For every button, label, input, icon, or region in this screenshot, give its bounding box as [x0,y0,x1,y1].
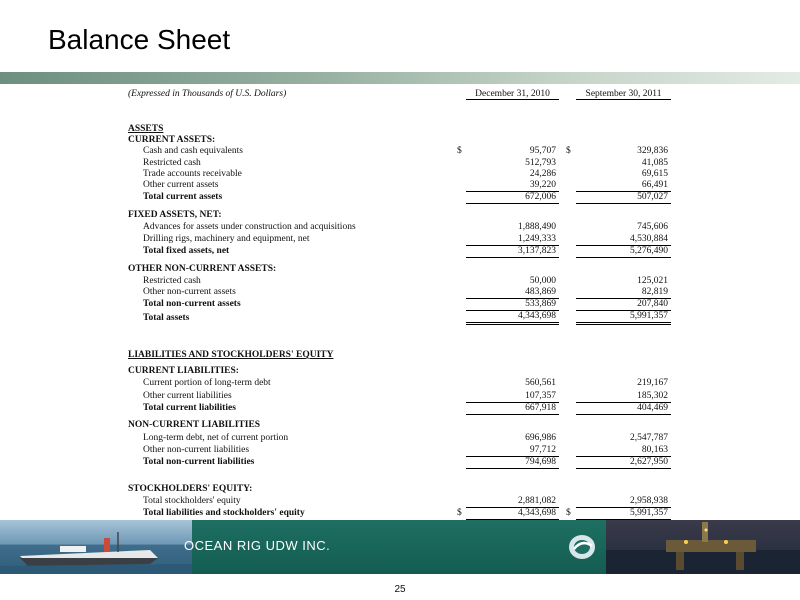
total-fixed-assets-2011: 5,276,490 [630,246,668,256]
total-current-assets-label: Total current assets [143,192,223,202]
total-liabilities-equity-2010: 4,343,698 [518,508,556,518]
drillship-image [0,520,192,574]
row-label: Other current liabilities [143,391,232,401]
total-noncurrent-liabilities-2011: 2,627,950 [630,457,668,467]
row-value-2011: 4,530,884 [630,234,668,244]
total-noncurrent-liabilities-label: Total non-current liabilities [143,457,255,467]
column-header-dec-2010: December 31, 2010 [475,89,550,99]
row-value-2010: 512,793 [525,158,556,168]
row-value-2010: 39,220 [529,180,556,190]
row-value-2010: 97,712 [529,445,556,455]
total-fixed-assets-label: Total fixed assets, net [143,246,230,256]
row-value-2011: 80,163 [641,445,668,455]
total-rule [576,468,671,469]
currency-symbol: $ [566,146,571,156]
row-value-2010: 95,707 [529,146,556,156]
row-value-2011: 219,167 [637,378,668,388]
row-label: Other non-current assets [143,287,236,297]
total-liabilities-equity-label: Total liabilities and stockholders' equity [143,508,305,518]
row-label: Restricted cash [143,276,201,286]
row-value-2011: 2,547,787 [630,433,668,443]
column-header-sep-2011: September 30, 2011 [585,89,662,99]
total-rule [466,414,559,415]
header-rule [576,99,671,100]
page-number: 25 [394,584,406,595]
total-liabilities-equity-2011: 5,991,357 [630,508,668,518]
row-label: Current portion of long-term debt [143,378,271,388]
total-current-liabilities-label: Total current liabilities [143,403,236,413]
row-value-2011: 2,958,938 [630,496,668,506]
total-current-assets-2010: 672,006 [525,192,556,202]
units-note: (Expressed in Thousands of U.S. Dollars) [128,89,287,99]
total-current-assets-2011: 507,027 [637,192,668,202]
company-name: OCEAN RIG UDW INC. [184,538,331,553]
row-label: Drilling rigs, machinery and equipment, net [143,234,310,244]
row-label: Trade accounts receivable [143,169,242,179]
current-assets-heading: CURRENT ASSETS: [128,135,216,145]
total-rule [576,203,671,204]
row-value-2010: 1,888,490 [518,222,556,232]
row-value-2010: 50,000 [529,276,556,286]
row-value-2010: 107,357 [525,391,556,401]
rig-image [606,520,800,574]
double-rule [466,322,559,323]
row-label: Total stockholders' equity [143,496,241,506]
total-rule [466,203,559,204]
total-assets-label: Total assets [143,313,190,323]
row-value-2011: 41,085 [641,158,668,168]
row-value-2011: 745,606 [637,222,668,232]
total-rule [576,414,671,415]
total-noncurrent-liabilities-2010: 794,698 [525,457,556,467]
company-logo-icon [568,534,596,560]
row-value-2011: 185,302 [637,391,668,401]
liabilities-equity-heading: LIABILITIES AND STOCKHOLDERS' EQUITY [128,350,334,360]
total-rule [466,468,559,469]
currency-symbol: $ [457,146,462,156]
row-label: Other non-current liabilities [143,445,250,455]
double-rule [576,322,671,323]
total-rule [466,257,559,258]
total-noncurrent-assets-2011: 207,840 [637,299,668,309]
current-liabilities-heading: CURRENT LIABILITIES: [128,366,239,376]
row-value-2010: 24,286 [529,169,556,179]
row-value-2010: 2,881,082 [518,496,556,506]
footer-banner [0,520,800,574]
row-value-2010: 1,249,333 [518,234,556,244]
total-fixed-assets-2010: 3,137,823 [518,246,556,256]
row-value-2010: 483,869 [525,287,556,297]
currency-symbol: $ [457,508,462,518]
double-rule [576,324,671,325]
total-current-liabilities-2010: 667,918 [525,403,556,413]
row-label: Advances for assets under construction and acquisitions [143,222,356,232]
row-value-2011: 82,819 [641,287,668,297]
row-value-2011: 329,836 [637,146,668,156]
currency-symbol: $ [566,508,571,518]
row-label: Cash and cash equivalents [143,146,243,156]
row-value-2010: 560,561 [525,378,556,388]
total-assets-2010: 4,343,698 [518,311,556,321]
noncurrent-liabilities-heading: NON-CURRENT LIABILITIES [128,420,261,430]
row-value-2011: 69,615 [641,169,668,179]
total-rule [576,257,671,258]
stockholders-equity-heading: STOCKHOLDERS' EQUITY: [128,484,253,494]
total-current-liabilities-2011: 404,469 [637,403,668,413]
page-title: Balance Sheet [48,24,231,55]
row-value-2011: 125,021 [637,276,668,286]
row-label: Long-term debt, net of current portion [143,433,289,443]
row-value-2010: 696,986 [525,433,556,443]
double-rule [466,324,559,325]
total-noncurrent-assets-label: Total non-current assets [143,299,241,309]
other-noncurrent-assets-heading: OTHER NON-CURRENT ASSETS: [128,264,277,274]
row-label: Restricted cash [143,158,201,168]
fixed-assets-heading: FIXED ASSETS, NET: [128,210,222,220]
assets-heading: ASSETS [128,124,164,134]
row-value-2011: 66,491 [641,180,668,190]
header-rule [466,99,559,100]
row-label: Other current assets [143,180,219,190]
total-assets-2011: 5,991,357 [630,311,668,321]
total-noncurrent-assets-2010: 533,869 [525,299,556,309]
